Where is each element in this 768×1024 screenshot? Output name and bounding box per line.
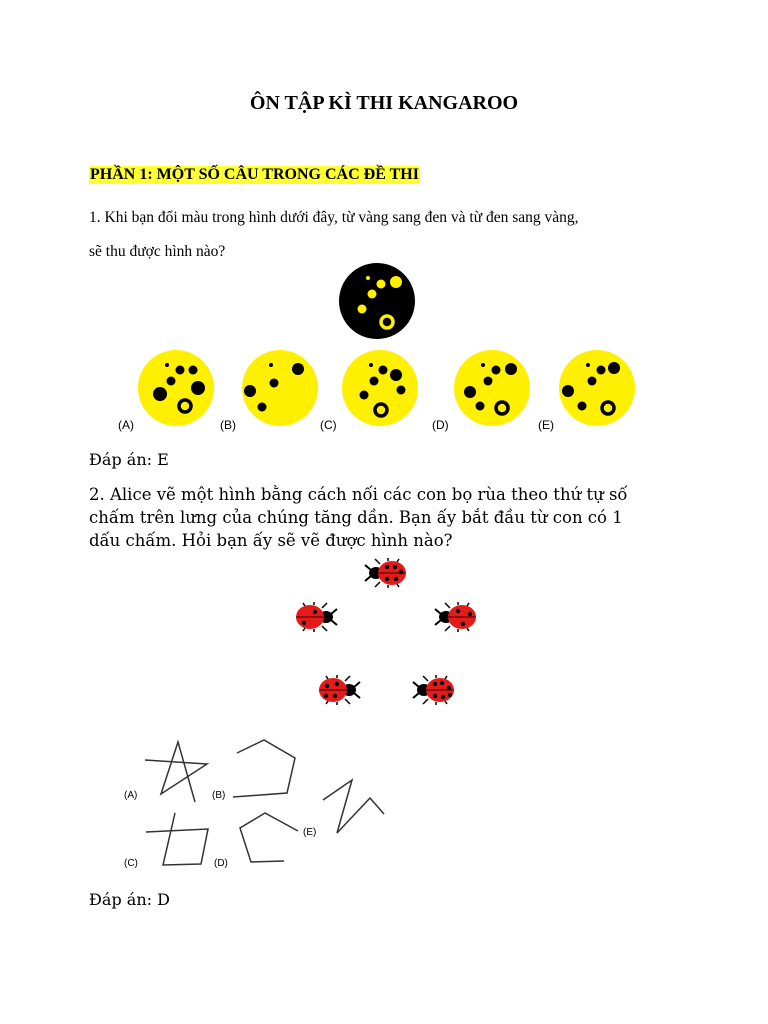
- option-e-circle[interactable]: [559, 350, 635, 426]
- option-e-drawing[interactable]: [323, 780, 384, 833]
- option-b-label: (B): [212, 790, 226, 801]
- question-2-options: [0, 730, 768, 880]
- option-b-circle[interactable]: [242, 350, 318, 426]
- option-a-label: (A): [118, 418, 134, 432]
- option-c-circle[interactable]: [342, 350, 418, 426]
- question-1-figure: [0, 258, 768, 438]
- ladybug-left: [296, 602, 337, 632]
- option-c-drawing[interactable]: [146, 813, 208, 865]
- answer-2: Đáp án: D: [89, 890, 170, 909]
- option-d-circle[interactable]: [454, 350, 530, 426]
- page-title: ÔN TẬP KÌ THI KANGAROO: [249, 92, 519, 114]
- ladybug-figure: [0, 550, 768, 710]
- option-d-label: (D): [432, 418, 449, 432]
- section-heading: PHẦN 1: MỘT SỐ CÂU TRONG CÁC ĐỀ THI: [90, 166, 419, 183]
- ladybug-top: [365, 558, 406, 588]
- ladybug-right: [435, 602, 476, 632]
- question-2-line-3: dấu chấm. Hỏi bạn ấy sẽ vẽ được hình nào?: [89, 531, 453, 550]
- question-1-line-1: 1. Khi bạn đổi màu trong hình dưới đây, từ vàng sang đen và từ đen sang vàng,: [89, 209, 579, 226]
- option-c-label: (C): [124, 858, 138, 869]
- answer-1: Đáp án: E: [89, 450, 169, 469]
- question-2-text: [89, 483, 709, 552]
- question-2-line-1: 2. Alice vẽ một hình bằng cách nối các con bọ rùa theo thứ tự số: [89, 485, 628, 504]
- ladybug-bottom-left: [319, 675, 360, 705]
- original-black-circle: [339, 263, 415, 339]
- option-d-label: (D): [214, 858, 228, 869]
- question-2-line-2: chấm trên lưng của chúng tăng dần. Bạn ấy bắt đầu từ con có 1: [89, 508, 623, 527]
- question-1-line-2: sẽ thu được hình nào?: [89, 243, 226, 260]
- option-d-drawing[interactable]: [240, 813, 298, 862]
- option-b-label: (B): [220, 418, 236, 432]
- option-e-label: (E): [303, 827, 317, 838]
- option-c-label: (C): [320, 418, 337, 432]
- option-a-drawing[interactable]: [145, 742, 207, 802]
- option-b-drawing[interactable]: [233, 740, 295, 797]
- ladybug-bottom-right: [413, 675, 454, 705]
- option-a-label: (A): [124, 790, 138, 801]
- option-e-label: (E): [538, 418, 554, 432]
- option-a-circle[interactable]: [138, 350, 214, 426]
